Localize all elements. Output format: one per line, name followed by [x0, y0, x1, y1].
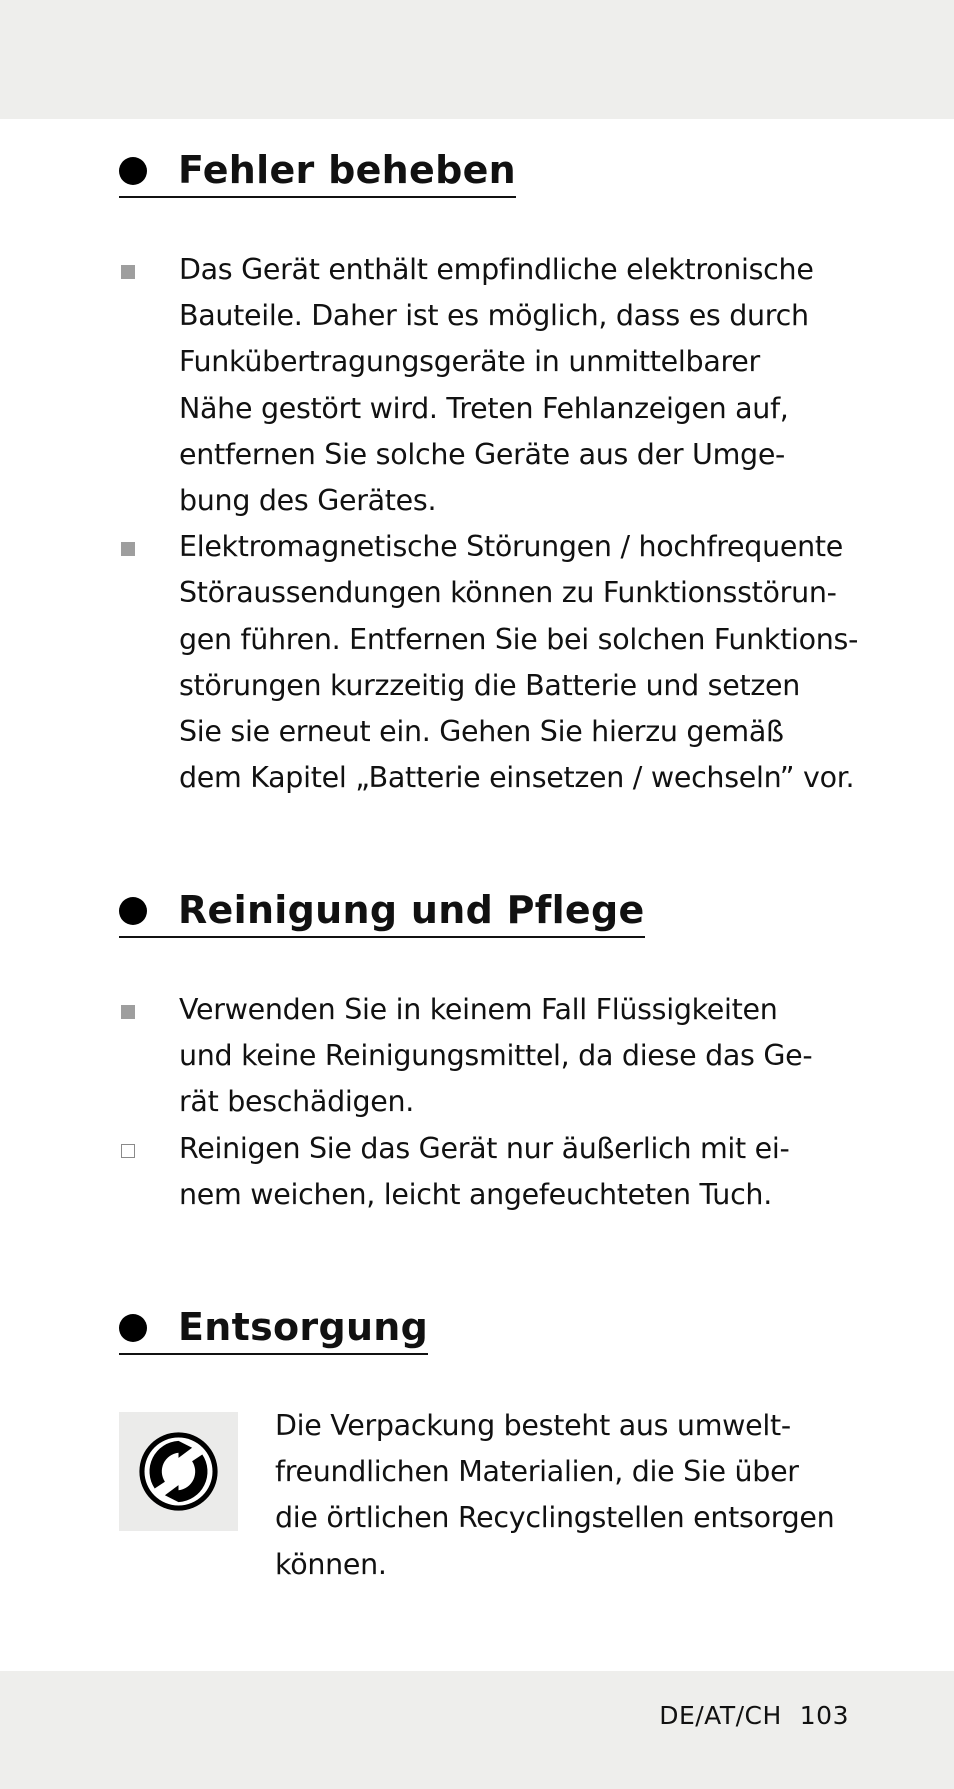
square-bullet-icon	[121, 265, 135, 279]
footer-band	[0, 1671, 954, 1789]
hollow-square-bullet-icon	[121, 1144, 135, 1158]
recycling-symbol-box	[119, 1412, 238, 1531]
text-line: freundlichen Materialien, die Sie über	[275, 1455, 799, 1489]
text-line: können.	[275, 1547, 387, 1581]
text-line: Die Verpackung besteht aus umwelt-	[275, 1409, 791, 1442]
heading-cleaning	[119, 890, 645, 938]
list-item	[119, 1126, 854, 1218]
heading-cleaning-text: Reinigung und Pflege	[178, 888, 645, 932]
text-line: gen führen. Entfernen Sie bei solchen Funktions-	[179, 622, 859, 656]
heading-bullet-dot	[119, 897, 147, 925]
heading-bullet-dot	[119, 1314, 147, 1342]
heading-troubleshooting-text: Fehler beheben	[178, 148, 517, 192]
text-line: rät beschädigen.	[179, 1085, 415, 1119]
footer-countries: DE/AT/CH	[659, 1701, 782, 1730]
text-line: störungen kurzzeitig die Batterie und setzen	[179, 668, 800, 702]
text-line: dem Kapitel „Batterie einsetzen / wechseln” vor.	[179, 761, 855, 795]
square-bullet-icon	[121, 1005, 135, 1019]
troubleshooting-list	[119, 247, 859, 801]
text-line: die örtlichen Recyclingstellen entsorgen	[275, 1501, 835, 1535]
heading-bullet-dot	[119, 157, 147, 185]
text-line: Störaussendungen können zu Funktionsstörun-	[179, 576, 837, 610]
text-line: Funkübertragungsgeräte in unmittelbarer	[179, 345, 760, 379]
square-bullet-icon	[121, 542, 135, 556]
heading-disposal	[119, 1307, 428, 1355]
text-line: Nähe gestört wird. Treten Fehlanzeigen auf,	[179, 391, 789, 425]
text-line: Bauteile. Daher ist es möglich, dass es durch	[179, 299, 809, 333]
disposal-paragraph	[275, 1403, 834, 1588]
text-line: Reinigen Sie das Gerät nur äußerlich mit ei-	[179, 1131, 790, 1165]
list-item	[119, 247, 854, 524]
text-line: Sie sie erneut ein. Gehen Sie hierzu gemäß	[179, 715, 784, 749]
cleaning-list	[119, 987, 854, 1218]
text-line: und keine Reinigungsmittel, da diese das Ge-	[179, 1039, 813, 1073]
page-number: 103	[799, 1701, 849, 1730]
text-line: nem weichen, leicht angefeuchteten Tuch.	[179, 1177, 772, 1211]
text-line: Das Gerät enthält empfindliche elektronische	[179, 253, 814, 286]
page-footer	[659, 1701, 849, 1730]
heading-disposal-text: Entsorgung	[178, 1305, 429, 1349]
text-line: Verwenden Sie in keinem Fall Flüssigkeiten	[179, 993, 778, 1026]
text-line: entfernen Sie solche Geräte aus der Umge-	[179, 437, 786, 471]
header-band	[0, 0, 954, 119]
text-line: Elektromagnetische Störungen / hochfrequente	[179, 530, 843, 564]
heading-troubleshooting	[119, 150, 516, 198]
text-line: bung des Gerätes.	[179, 484, 437, 518]
list-item	[119, 524, 859, 801]
list-item	[119, 987, 854, 1126]
recycling-green-dot-icon	[136, 1429, 221, 1514]
